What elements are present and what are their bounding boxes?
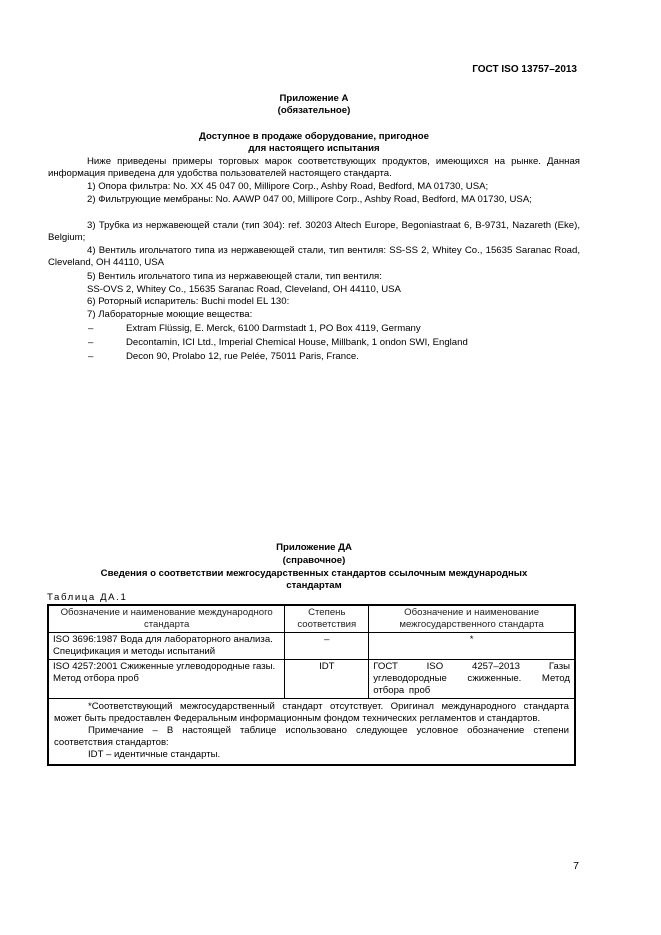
list-item-text: Decon 90, Prolabo 12, rue Pelée, 75011 Paris, France. [126,351,359,362]
cell-intl-standard: ISO 4257:2001 Сжиженные углеводородные газы. Метод отбора проб [48,660,285,699]
correspondence-table [47,604,576,766]
appendix-a-item-2: 2) Фильтрующие мембраны: No. AAWP 047 00, Millipore Corp., Ashby Road, Bedford, MA 01730, USA; [87,194,532,205]
appendix-a-title: Приложение А [279,93,349,104]
appendix-da-title: Приложение ДА [276,542,352,553]
appendix-a-item-5-line1: 5) Вентиль игольчатого типа из нержавеющей стали, тип вентиля: [87,271,382,282]
appendix-a-item-4: 4) Вентиль игольчатого типа из нержавеющей стали, тип вентиля: SS-SS 2, Whitey Co., 15635 Saranac Road, Cleveland, OH 44110, USA [48,245,580,269]
list-item-text: Extram Flüssig, E. Merck, 6100 Darmstadt 1, PO Box 4119, Germany [126,323,421,334]
cell-intl-standard: ISO 3696:1987 Вода для лабораторного анализа. Спецификация и методы испытаний [48,633,285,660]
note-remark: Примечание – В настоящей таблице использовано следующее условное обозначение степени соответствия стандартов: [54,725,569,748]
appendix-a-item-1: 1) Опора фильтра: No. XX 45 047 00, Millipore Corp., Ashby Road, Bedford, MA 01730, USA; [87,181,489,192]
appendix-a-item-3: 3) Трубка из нержавеющей стали (тип 304): ref. 30203 Altech Europe, Begoniastraat 6, B-9731, Nazareth (Eke), Belgium; [48,220,580,244]
appendix-da-heading-line1: Сведения о соответствии межгосударственных стандартов ссылочным международных [100,568,528,579]
appendix-a-item-5-line2: SS-OVS 2, Whitey Co., 15635 Saranac Road, Cleveland, OH 44110, USA [87,284,401,295]
dash-bullet: – [88,323,94,334]
table-row [48,660,575,699]
appendix-a-subtitle: (обязательное) [277,105,351,116]
table-note [48,699,575,766]
appendix-a-item-6: 6) Роторный испаритель: Buchi model EL 130: [87,296,290,307]
cell-degree: – [285,633,369,660]
appendix-a-heading-line2: для настоящего испытания [248,143,380,154]
appendix-a-intro: Ниже приведены примеры торговых марок соответствующих продуктов, имеющихся на рынке. Данная информация приведена для удобства пользователей настоящего стандарта. [48,156,580,180]
dash-bullet: – [88,351,94,362]
document-id: ГОСТ ISO 13757–2013 [472,64,577,75]
header-interstate-standard: Обозначение и наименование межгосударственного стандарта [369,605,575,633]
header-degree: Степень соответствия [285,605,369,633]
table-caption: Таблица ДА.1 [47,592,128,603]
table-header-row [48,605,575,633]
table-note-row [48,699,575,766]
note-footnote: *Соответствующий межгосударственный стандарт отсутствует. Оригинал международного стандарта может быть предоставлен Федеральным информационным фондом технических регламентов и стандартов. [54,701,569,724]
appendix-a-heading-line1: Доступное в продаже оборудование, пригодное [199,131,429,142]
dash-bullet: – [88,337,94,348]
note-idt-definition: IDT – идентичные стандарты. [88,749,221,760]
header-intl-standard: Обозначение и наименование международного стандарта [48,605,285,633]
cell-interstate-standard: * [369,633,575,660]
cell-interstate-standard: ГОСТ ISO 4257–2013 Газы углеводородные сжиженные. Метод отбора проб [369,660,575,699]
cell-degree: IDT [285,660,369,699]
list-item-text: Decontamin, ICI Ltd., Imperial Chemical House, Millbank, 1 ondon SWI, England [126,337,468,348]
appendix-da-heading-line2: стандартам [286,580,342,591]
appendix-da-subtitle: (справочное) [282,555,346,566]
appendix-a-item-7: 7) Лабораторные моющие вещества: [87,309,253,320]
table-row [48,633,575,660]
page-number: 7 [573,860,579,872]
